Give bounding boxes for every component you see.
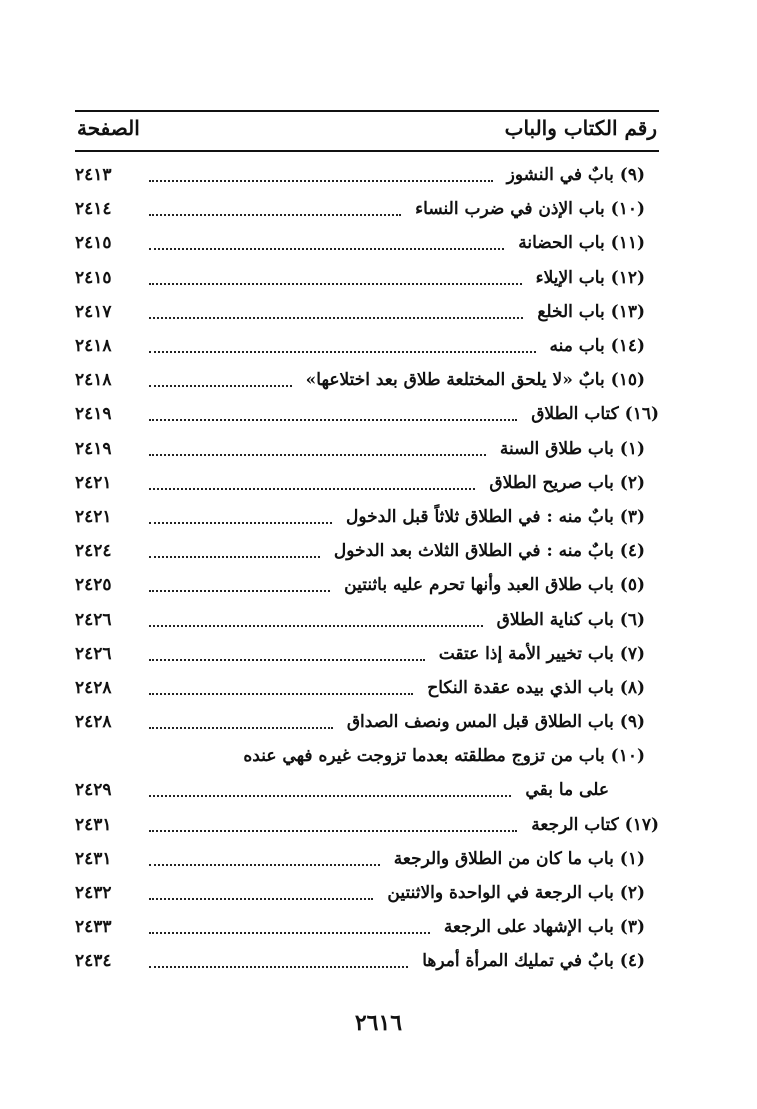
toc-entry-title: (١٥) بابٌ «لا يلحق المختلعة طلاق بعد اختلاعها»	[305, 370, 645, 391]
dot-leader	[149, 795, 511, 797]
toc-entry-page: ٢٤١٧	[75, 301, 112, 322]
toc-entry-title: (٧) باب تخيير الأمة إذا عتقت	[438, 643, 645, 664]
toc-entry	[75, 705, 659, 739]
toc-entry-title: (٩) باب الطلاق قبل المس ونصف الصداق	[346, 712, 645, 733]
toc-entry-title: (١٣) باب الخلع	[537, 301, 645, 322]
toc-entry	[75, 534, 659, 568]
dot-leader	[149, 659, 425, 661]
toc-entry-page: ٢٤٣١	[75, 848, 112, 869]
dot-leader	[149, 590, 330, 592]
dot-leader	[149, 522, 332, 524]
toc-entry-title: (١٧) كتاب الرجعة	[531, 814, 659, 835]
toc-entry-page: ٢٤١٣	[75, 165, 112, 186]
toc-entry	[75, 739, 659, 773]
toc-entry	[75, 808, 659, 842]
toc-entry-title: (١) باب ما كان من الطلاق والرجعة	[393, 848, 645, 869]
toc-entry	[75, 876, 659, 910]
toc-entry-page: ٢٤١٥	[75, 233, 112, 254]
toc-entry-page: ٢٤١٤	[75, 199, 112, 220]
toc-entry-title: على ما بقي	[525, 780, 609, 801]
toc-entry-page: ٢٤٣٣	[75, 917, 112, 938]
toc-entry-page: ٢٤١٥	[75, 267, 112, 288]
toc-entry	[75, 637, 659, 671]
toc-entry	[75, 773, 659, 807]
table-of-contents	[75, 158, 659, 979]
dot-leader	[149, 454, 486, 456]
dot-leader	[149, 864, 380, 866]
page-number: ٢٦١٦	[354, 1010, 403, 1036]
toc-entry-title: (١١) باب الحضانة	[518, 233, 645, 254]
toc-entry	[75, 500, 659, 534]
header-page-label: الصفحة	[77, 116, 140, 140]
dot-leader	[149, 283, 522, 285]
toc-entry-page: ٢٤٢١	[75, 506, 112, 527]
toc-entry-title: (٣) بابٌ منه : في الطلاق ثلاثاً قبل الدخول	[346, 506, 645, 527]
toc-entry-page: ٢٤١٨	[75, 370, 112, 391]
toc-entry-title: (٤) بابٌ منه : في الطلاق الثلاث بعد الدخول	[333, 541, 645, 562]
toc-entry-page: ٢٤٢٥	[75, 575, 112, 596]
toc-entry-page: ٢٤٢٨	[75, 677, 112, 698]
toc-entry-page: ٢٤٢١	[75, 472, 112, 493]
dot-leader	[149, 625, 483, 627]
dot-leader	[149, 419, 517, 421]
toc-entry	[75, 910, 659, 944]
toc-entry	[75, 192, 659, 226]
toc-entry-title: (٦) باب كناية الطلاق	[496, 609, 645, 630]
dot-leader	[149, 317, 523, 319]
dot-leader	[149, 898, 373, 900]
toc-entry-page: ٢٤١٩	[75, 438, 112, 459]
dot-leader	[149, 214, 401, 216]
toc-entry	[75, 432, 659, 466]
toc-entry-title: (١٦) كتاب الطلاق	[531, 404, 659, 425]
dot-leader	[149, 488, 475, 490]
dot-leader	[149, 385, 292, 387]
dot-leader	[149, 248, 504, 250]
toc-entry	[75, 944, 659, 978]
toc-entry-title: (٣) باب الإشهاد على الرجعة	[443, 917, 645, 938]
toc-entry-page: ٢٤١٩	[75, 404, 112, 425]
toc-entry	[75, 158, 659, 192]
toc-entry-page: ٢٤١٨	[75, 336, 112, 357]
toc-entry-page: ٢٤٢٦	[75, 609, 112, 630]
toc-entry-title: (٥) باب طلاق العبد وأنها تحرم عليه باثنتين	[344, 575, 645, 596]
toc-entry-title: (١٠) باب من تزوج مطلقته بعدما تزوجت غيره فهي عنده	[243, 746, 645, 767]
toc-entry-title: (١٠) باب الإذن في ضرب النساء	[415, 199, 645, 220]
toc-entry	[75, 568, 659, 602]
dot-leader	[149, 966, 408, 968]
toc-entry-page: ٢٤٢٤	[75, 541, 112, 562]
toc-entry-page: ٢٤٣٤	[75, 951, 112, 972]
dot-leader	[149, 556, 320, 558]
dot-leader	[149, 727, 333, 729]
toc-entry	[75, 397, 659, 431]
toc-entry	[75, 261, 659, 295]
toc-header	[75, 110, 659, 152]
toc-entry	[75, 466, 659, 500]
toc-entry	[75, 329, 659, 363]
toc-entry	[75, 226, 659, 260]
toc-entry	[75, 671, 659, 705]
toc-entry-title: (١٢) باب الإيلاء	[535, 267, 645, 288]
toc-entry-page: ٢٤٢٨	[75, 712, 112, 733]
toc-entry-page: ٢٤٣٢	[75, 883, 112, 904]
toc-entry-title: (٢) باب الرجعة في الواحدة والاثنتين	[387, 883, 645, 904]
toc-entry-page: ٢٤٢٦	[75, 643, 112, 664]
dot-leader	[149, 693, 413, 695]
toc-entry-page: ٢٤٢٩	[75, 780, 112, 801]
toc-entry-title: (٩) بابٌ في النشوز	[506, 165, 645, 186]
dot-leader	[149, 830, 517, 832]
toc-entry-title: (٨) باب الذي بيده عقدة النكاح	[427, 677, 645, 698]
dot-leader	[149, 932, 430, 934]
toc-entry	[75, 363, 659, 397]
toc-entry	[75, 295, 659, 329]
dot-leader	[149, 351, 536, 353]
toc-entry	[75, 842, 659, 876]
toc-entry-title: (١) باب طلاق السنة	[499, 438, 645, 459]
toc-entry-page: ٢٤٣١	[75, 814, 112, 835]
dot-leader	[149, 180, 493, 182]
toc-entry-title: (٢) باب صريح الطلاق	[489, 472, 645, 493]
toc-entry-title: (٤) بابٌ في تمليك المرأة أمرها	[422, 951, 645, 972]
toc-entry	[75, 602, 659, 636]
toc-entry-title: (١٤) باب منه	[549, 336, 645, 357]
header-chapter-label: رقم الكتاب والباب	[504, 116, 657, 140]
